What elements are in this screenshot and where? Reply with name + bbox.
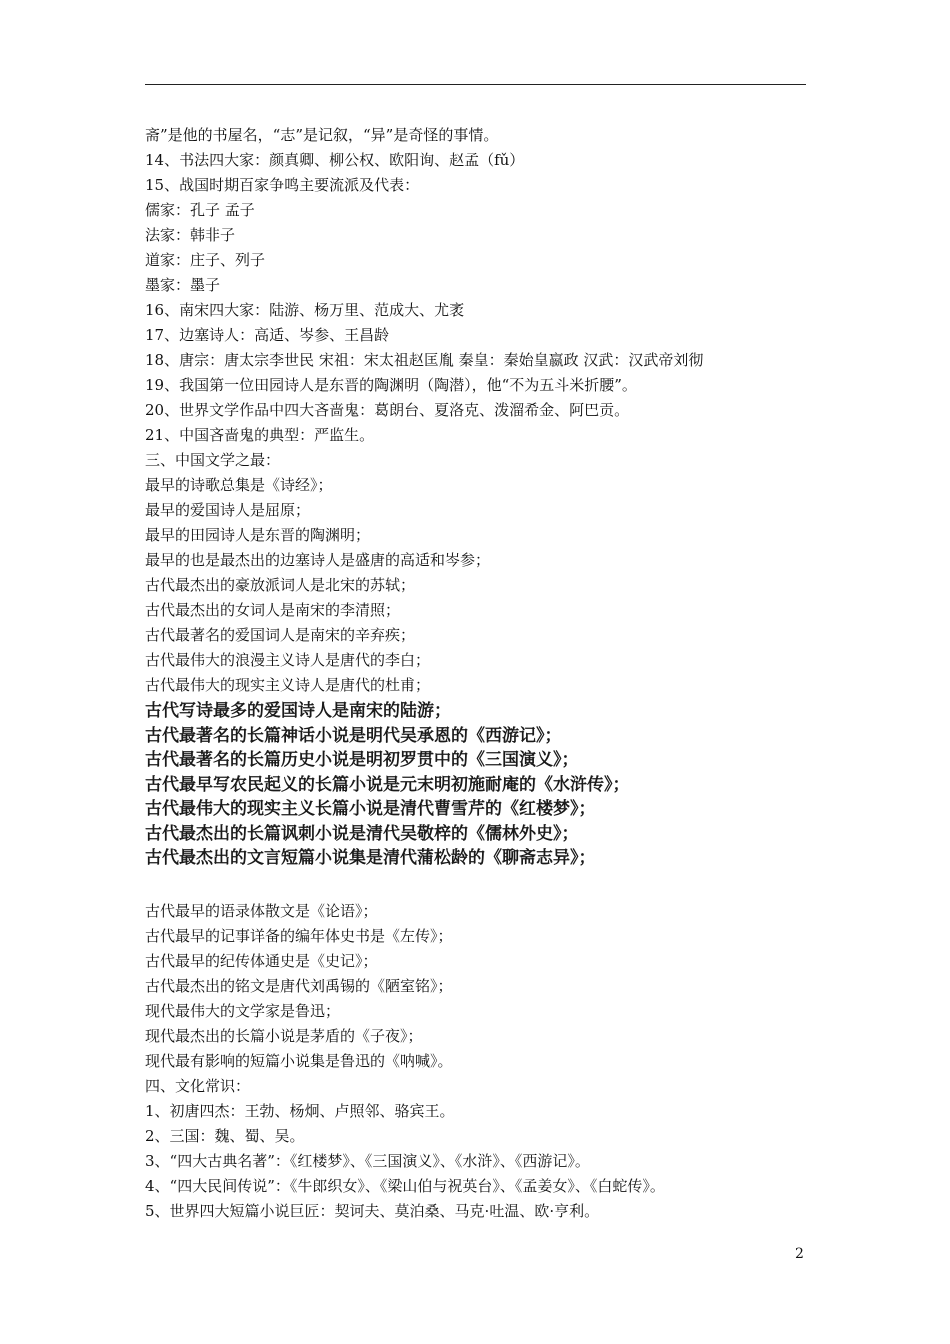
bold-text-line: 古代最杰出的文言短篇小说集是清代蒲松龄的《聊斋志异》； (145, 848, 596, 868)
text-line: 21、中国吝啬鬼的典型：严监生。 (145, 426, 375, 444)
text-line: 最早的爱国诗人是屈原； (145, 501, 311, 519)
text-line: 墨家：墨子 (145, 276, 221, 294)
text-line: 古代最杰出的豪放派词人是北宋的苏轼； (145, 576, 416, 594)
text-line: 古代最伟大的现实主义诗人是唐代的杜甫； (145, 676, 431, 694)
text-line: 15、战国时期百家争鸣主要流派及代表： (145, 176, 420, 194)
text-line: 4、“四大民间传说”：《牛郎织女》、《梁山伯与祝英台》、《孟姜女》、《白蛇传》。 (145, 1176, 665, 1195)
text-line: 古代最早的记事详备的编年体史书是《左传》； (145, 926, 453, 945)
text-section-bold (145, 699, 825, 871)
text-line: 古代最伟大的浪漫主义诗人是唐代的李白； (145, 651, 431, 669)
blank-line (145, 871, 825, 899)
text-line: 18、唐宗：唐太宗李世民 宋祖：宋太祖赵匡胤 秦皇：秦始皇嬴政 汉武：汉武帝刘彻 (145, 351, 704, 369)
text-section-bottom (145, 899, 825, 1224)
text-line: 道家：庄子、列子 (145, 251, 266, 269)
bold-text-line: 古代最著名的长篇神话小说是明代吴承恩的《西游记》； (145, 725, 562, 746)
header-rule (145, 84, 806, 85)
section-heading: 四、文化常识： (145, 1076, 251, 1095)
text-line: 现代最杰出的长篇小说是茅盾的《子夜》； (145, 1026, 423, 1045)
bold-text-line: 古代最伟大的现实主义长篇小说是清代曹雪芹的《红楼梦》； (145, 799, 596, 819)
text-line: 20、世界文学作品中四大吝啬鬼：葛朗台、夏洛克、泼溜希金、阿巴贡。 (145, 401, 630, 419)
text-line: 5、世界四大短篇小说巨匠：契诃夫、莫泊桑、马克·吐温、欧·亨利。 (145, 1201, 600, 1220)
text-line: 14、书法四大家：颜真卿、柳公权、欧阳询、赵孟（fǔ） (145, 151, 525, 169)
text-line: 斋”是他的书屋名，“志”是记叙，“异”是奇怪的事情。 (145, 126, 499, 144)
text-section-top (145, 123, 825, 698)
text-line: 现代最伟大的文学家是鲁迅； (145, 1001, 341, 1020)
bold-text-line: 古代写诗最多的爱国诗人是南宋的陆游； (145, 701, 451, 721)
text-line: 16、南宋四大家：陆游、杨万里、范成大、尤袤 (145, 301, 465, 319)
text-line: 1、初唐四杰：王勃、杨炯、卢照邻、骆宾王。 (145, 1101, 455, 1120)
text-line: 古代最杰出的女词人是南宋的李清照； (145, 601, 401, 619)
text-line: 儒家：孔子 孟子 (145, 201, 255, 219)
text-line: 现代最有影响的短篇小说集是鲁迅的《呐喊》。 (145, 1051, 453, 1070)
text-line: 古代最早的语录体散文是《论语》； (145, 901, 378, 920)
section-heading: 三、中国文学之最： (145, 451, 281, 469)
bold-text-line: 古代最著名的长篇历史小说是明初罗贯中的《三国演义》； (145, 750, 579, 770)
text-line: 17、边塞诗人：高适、岑参、王昌龄 (145, 326, 390, 344)
text-line: 最早的诗歌总集是《诗经》； (145, 476, 333, 494)
bold-text-line: 古代最杰出的长篇讽刺小说是清代吴敬梓的《儒林外史》； (145, 823, 579, 844)
text-line: 法家：韩非子 (145, 226, 236, 244)
document-body (145, 123, 825, 1224)
text-line: 古代最杰出的铭文是唐代刘禹锡的《陋室铭》； (145, 976, 453, 995)
bold-text-line: 古代最早写农民起义的长篇小说是元末明初施耐庵的《水浒传》； (145, 774, 630, 795)
text-line: 3、“四大古典名著”：《红楼梦》、《三国演义》、《水浒》、《西游记》。 (145, 1151, 590, 1170)
text-line: 古代最著名的爱国词人是南宋的辛弃疾； (145, 626, 416, 644)
page-number: 2 (795, 1246, 804, 1262)
text-line: 古代最早的纪传体通史是《史记》； (145, 951, 378, 970)
text-line: 19、我国第一位田园诗人是东晋的陶渊明（陶潜），他“不为五斗米折腰”。 (145, 376, 637, 394)
text-line: 最早的也是最杰出的边塞诗人是盛唐的高适和岑参； (145, 551, 491, 569)
text-line: 最早的田园诗人是东晋的陶渊明； (145, 526, 371, 544)
text-line: 2、三国：魏、蜀、吴。 (145, 1126, 305, 1145)
